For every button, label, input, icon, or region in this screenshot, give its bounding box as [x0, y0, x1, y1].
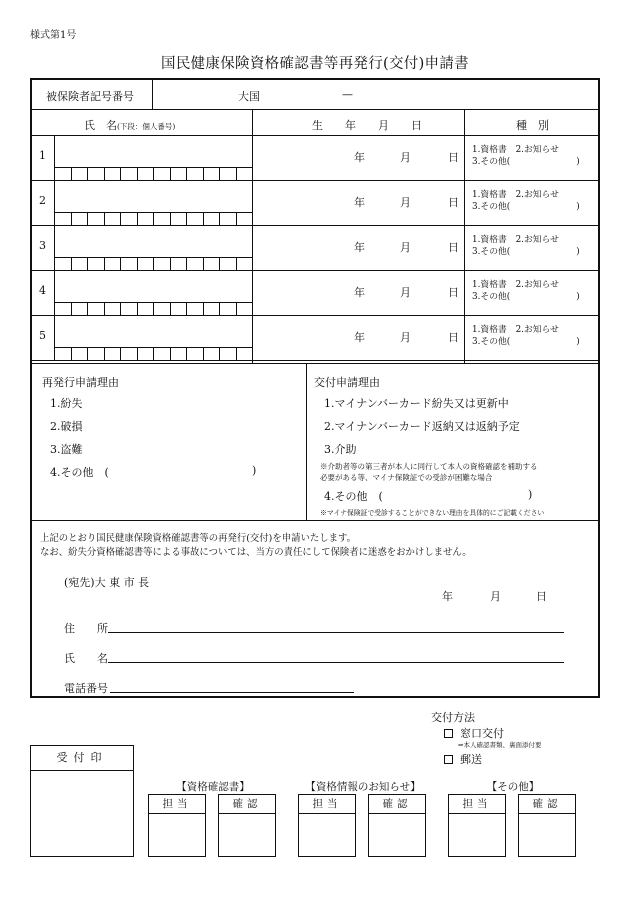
issue-note-1a: ※介助者等の第三者が本人に同行して本人の資格確認を補助する [320, 462, 538, 471]
name-input[interactable] [55, 226, 252, 248]
kind-column-header: 種 別 [516, 119, 549, 132]
issue-note-2: ※マイナ保険証で受診することができない理由を具体的にご記載ください [320, 509, 545, 517]
office-group-title: 【資格確認書】 [176, 781, 250, 793]
check-box [368, 794, 426, 857]
insured-number-label: 被保険者記号番号 [46, 90, 134, 103]
address-field[interactable] [108, 632, 564, 633]
birth-day-label: 日 [448, 151, 459, 164]
birth-year-label: 年 [354, 151, 365, 164]
declaration-line-2: なお、紛失分資格確認書等による事故については、当方の責任にして保険者に迷惑をおかけしません。 [40, 547, 472, 558]
birth-day-label: 日 [448, 286, 459, 299]
row-number: 5 [39, 329, 46, 342]
insured-number-prefix: 大国 [238, 90, 260, 103]
staff-box [298, 794, 356, 857]
issue-item-4-close: ) [528, 488, 533, 501]
reissue-item-4-close: ) [252, 464, 257, 477]
reception-stamp-box [30, 745, 134, 857]
application-form [30, 78, 600, 698]
applicant-name-field[interactable] [108, 662, 564, 663]
delivery-option-counter[interactable]: 窓口交付 [444, 725, 504, 741]
date-day-label: 日 [536, 590, 547, 603]
check-box [518, 794, 576, 857]
staff-box [148, 794, 206, 857]
form-title: 国民健康保険資格確認書等再発行(交付)申請書 [161, 56, 469, 72]
birth-month-label: 月 [400, 331, 411, 344]
kind-options[interactable]: 1.資格書 2.お知らせ 3.その他( ) [472, 280, 580, 302]
kind-options[interactable]: 1.資格書 2.お知らせ 3.その他( ) [472, 235, 580, 257]
applicant-name-label: 氏 名 [64, 652, 108, 665]
issue-note-1b: 必要がある等、マイナ保険証での受診が困難な場合 [320, 473, 493, 482]
date-month-label: 月 [490, 590, 501, 603]
birth-month-label: 月 [400, 151, 411, 164]
name-input[interactable] [55, 271, 252, 293]
name-column-header: 氏 名(下段：個人番号) [84, 119, 176, 132]
birth-month-label: 月 [400, 196, 411, 209]
insured-number-dash: — [342, 88, 353, 101]
reissue-item-1: 1.紛失 [50, 397, 83, 410]
check-label: 確認 [219, 795, 275, 814]
reissue-heading: 再発行申請理由 [42, 376, 119, 389]
delivery-option-mail[interactable]: 郵送 [444, 751, 482, 767]
kind-options[interactable]: 1.資格書 2.お知らせ 3.その他( ) [472, 190, 580, 212]
birth-day-label: 日 [448, 196, 459, 209]
row-number: 4 [39, 284, 46, 297]
row-number: 1 [39, 149, 46, 162]
form-number: 様式第1号 [30, 30, 77, 41]
birth-month-label: 月 [400, 286, 411, 299]
issue-item-3: 3.介助 [324, 443, 357, 456]
check-label: 確認 [519, 795, 575, 814]
birth-month-label: 月 [400, 241, 411, 254]
birth-year-label: 年 [354, 241, 365, 254]
issue-item-4: 4.その他 ( [324, 490, 383, 503]
birth-year-label: 年 [354, 286, 365, 299]
row-number: 2 [39, 194, 46, 207]
office-group-title: 【その他】 [486, 781, 540, 793]
kind-options[interactable]: 1.資格書 2.お知らせ 3.その他( ) [472, 145, 580, 167]
office-group-title: 【資格情報のお知らせ】 [305, 781, 421, 793]
issue-item-2: 2.マイナンバーカード返納又は返納予定 [324, 420, 520, 433]
date-year-label: 年 [442, 590, 453, 603]
addressee: (宛先)大 東 市 長 [64, 576, 150, 589]
reissue-item-4: 4.その他 ( [50, 466, 109, 479]
issue-item-1: 1.マイナンバーカード紛失又は更新中 [324, 397, 509, 410]
kind-options[interactable]: 1.資格書 2.お知らせ 3.その他( ) [472, 325, 580, 347]
check-box [218, 794, 276, 857]
birth-day-label: 日 [448, 331, 459, 344]
reissue-item-2: 2.破損 [50, 420, 83, 433]
name-input[interactable] [55, 316, 252, 338]
name-input[interactable] [55, 181, 252, 203]
address-label: 住 所 [64, 622, 108, 635]
check-label: 確認 [369, 795, 425, 814]
staff-label: 担当 [149, 795, 205, 814]
mail-checkbox[interactable] [444, 755, 453, 764]
delivery-heading: 交付方法 [431, 711, 475, 724]
phone-label: 電話番号 [64, 682, 108, 695]
birth-day-label: 日 [448, 241, 459, 254]
staff-label: 担当 [449, 795, 505, 814]
phone-field[interactable] [110, 692, 354, 693]
issue-heading: 交付申請理由 [314, 376, 380, 389]
birth-year-label: 年 [354, 196, 365, 209]
birth-year-label: 年 [354, 331, 365, 344]
birthdate-column-header: 生 年 月 日 [312, 119, 422, 132]
reissue-item-3: 3.盗難 [50, 443, 83, 456]
reception-stamp-label: 受付印 [31, 746, 133, 771]
delivery-option-counter-note: ⇒本人確認書類、裏面添付要 [458, 741, 542, 749]
staff-box [448, 794, 506, 857]
row-number: 3 [39, 239, 46, 252]
counter-checkbox[interactable] [444, 729, 453, 738]
name-input[interactable] [55, 136, 252, 158]
declaration-line-1: 上記のとおり国民健康保険資格確認書等の再発行(交付)を申請いたします。 [40, 533, 356, 544]
staff-label: 担当 [299, 795, 355, 814]
